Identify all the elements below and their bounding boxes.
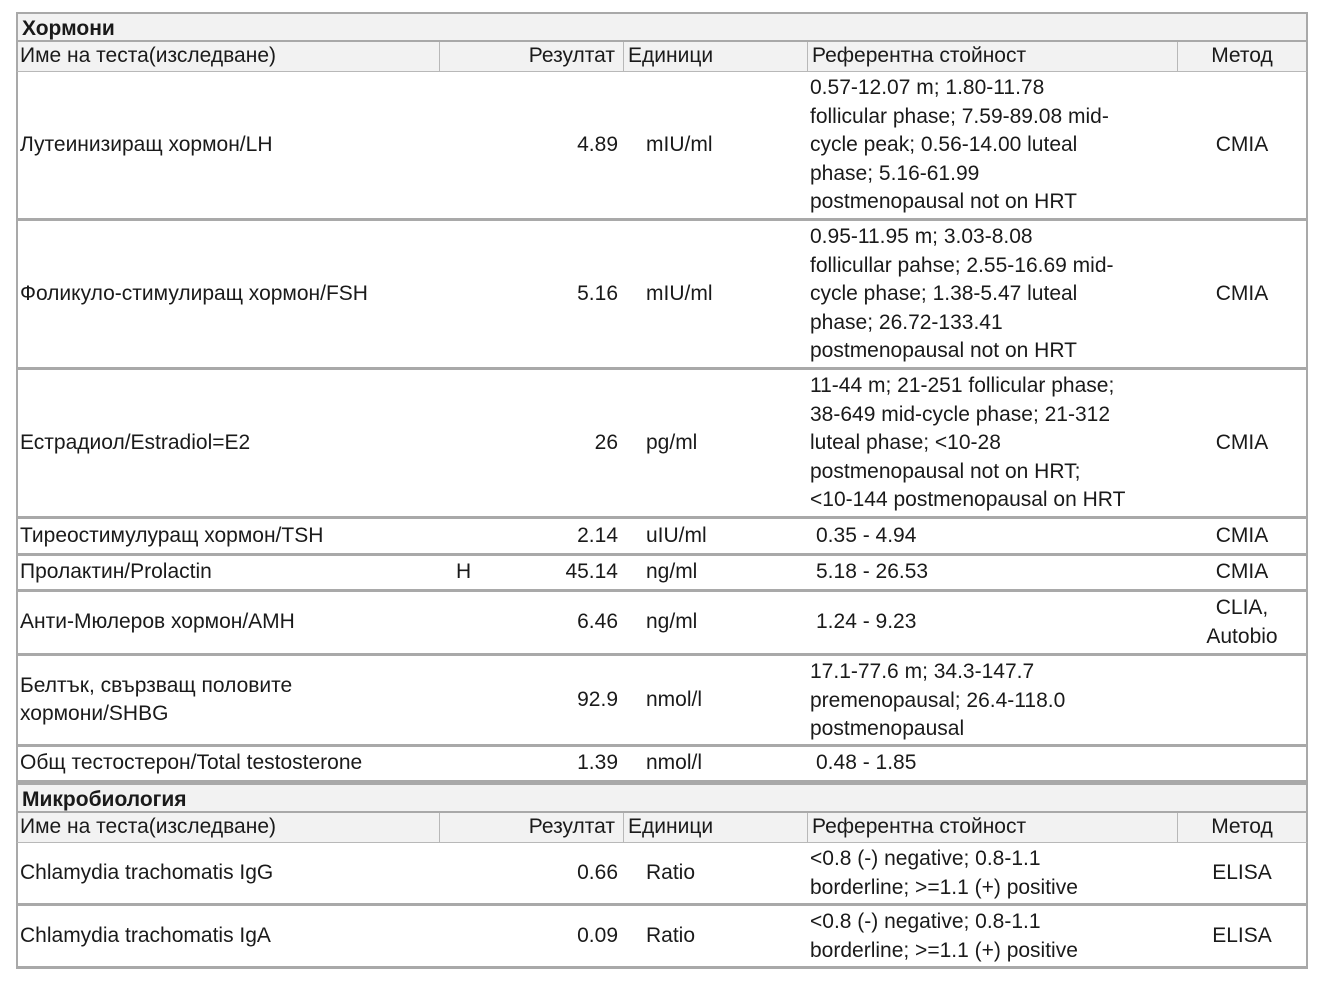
reference-range: <0.8 (-) negative; 0.8-1.1 borderline; >=1.1 (+) positive (810, 910, 1078, 962)
table-row (16, 556, 1308, 592)
test-name: Chlamydia trachomatis IgG (20, 860, 274, 884)
result-flag (440, 843, 500, 903)
test-units: nmol/l (646, 751, 703, 775)
reference-range: 0.35 - 4.94 (816, 523, 917, 547)
table-row (16, 843, 1308, 906)
test-units: Ratio (646, 923, 696, 947)
table-row (16, 72, 1308, 221)
test-method: CMIA (1215, 132, 1269, 156)
test-result: 2.14 (577, 523, 618, 547)
reference-range: 1.24 - 9.23 (816, 610, 917, 634)
test-result: 92.9 (577, 687, 618, 711)
result-flag (440, 370, 500, 516)
table-row (16, 221, 1308, 370)
test-result: 4.89 (577, 132, 618, 156)
header-units: Единици (624, 813, 808, 842)
table-row (16, 592, 1308, 656)
reference-range: 5.18 - 26.53 (816, 560, 929, 584)
reference-range: <0.8 (-) negative; 0.8-1.1 borderline; >=1.1 (+) positive (810, 847, 1078, 899)
result-flag (440, 906, 500, 966)
test-name: Тиреостимулуращ хормон/TSH (20, 523, 324, 547)
header-method: Метод (1211, 815, 1273, 838)
reference-range: 0.57-12.07 m; 1.80-11.78 follicular phase; 7.59-89.08 mid- cycle peak; 0.56-14.00 luteal phase; 5.16-61.99 postmenopausal not on HRT (810, 76, 1109, 213)
reference-range: 11-44 m; 21-251 follicular phase; 38-649 mid-cycle phase; 21-312 luteal phase; <10-28 postmenopausal not on HRT; <10-144 postmenopausal on HRT (810, 374, 1126, 511)
section-title-microbiology: Микробиология (16, 783, 1308, 813)
table-header-hormones (16, 42, 1308, 72)
test-method (1178, 656, 1306, 744)
test-method: ELISA (1212, 860, 1272, 884)
test-units: mIU/ml (646, 132, 713, 156)
reference-range: 17.1-77.6 m; 34.3-147.7 premenopausal; 26.4-118.0 postmenopausal (810, 660, 1066, 740)
result-flag (440, 221, 500, 367)
result-flag: H (456, 560, 472, 584)
header-test-name: Име на теста(изследване) (18, 813, 440, 842)
test-name: Лутеинизиращ хормон/LH (20, 132, 273, 156)
reference-range: 0.95-11.95 m; 3.03-8.08 follicullar pahse; 2.55-16.69 mid- cycle phase; 1.38-5.47 luteal phase; 26.72-133.41 postmenopausal not on HRT (810, 225, 1114, 362)
header-reference: Референтна стойност (808, 42, 1178, 71)
test-method (1178, 747, 1306, 780)
lab-report (16, 12, 1308, 969)
header-units: Единици (624, 42, 808, 71)
result-flag (440, 656, 500, 744)
test-name: Фоликуло-стимулиращ хормон/FSH (20, 281, 368, 305)
test-result: 5.16 (577, 281, 618, 305)
test-units: mIU/ml (646, 281, 713, 305)
test-method: CMIA (1215, 560, 1269, 584)
header-test-name: Име на теста(изследване) (18, 42, 440, 71)
test-result: 6.46 (577, 610, 618, 634)
test-method: CMIA (1215, 430, 1269, 454)
header-result: Резултат (440, 42, 624, 71)
test-units: ng/ml (646, 610, 698, 634)
test-units: ng/ml (646, 560, 698, 584)
test-name: Общ тестостерон/Total testosterone (20, 751, 363, 775)
result-flag (440, 592, 500, 653)
header-result: Резултат (440, 813, 624, 842)
test-units: nmol/l (646, 687, 703, 711)
result-flag (458, 747, 500, 780)
reference-range: 0.48 - 1.85 (816, 751, 917, 775)
test-result: 0.66 (577, 860, 618, 884)
table-row (16, 906, 1308, 969)
test-name: Белтък, свързващ половите хормони/SHBG (20, 673, 293, 725)
header-reference: Референтна стойност (808, 813, 1178, 842)
section-title-hormones: Хормони (16, 12, 1308, 42)
result-flag (440, 72, 500, 218)
test-name: Chlamydia trachomatis IgA (20, 923, 271, 947)
table-row (16, 370, 1308, 519)
test-method: ELISA (1212, 923, 1272, 947)
table-header-microbiology (16, 813, 1308, 843)
table-row (16, 747, 1308, 783)
test-result: 1.39 (577, 751, 618, 775)
test-method: CMIA (1215, 281, 1269, 305)
test-units: pg/ml (646, 430, 698, 454)
test-method: CMIA (1215, 523, 1269, 547)
test-result: 45.14 (565, 560, 618, 584)
test-name: Пролактин/Prolactin (20, 560, 212, 584)
test-name: Анти-Мюлеров хормон/AMH (20, 610, 295, 634)
test-result: 26 (594, 430, 618, 454)
test-method: CLIA, Autobio (1206, 596, 1278, 648)
test-name: Естрадиол/Estradiol=E2 (20, 430, 251, 454)
table-row (16, 656, 1308, 747)
table-row (16, 519, 1308, 556)
test-result: 0.09 (577, 923, 618, 947)
test-units: Ratio (646, 860, 696, 884)
result-flag (440, 519, 500, 553)
test-units: uIU/ml (646, 523, 707, 547)
header-method: Метод (1211, 44, 1273, 67)
